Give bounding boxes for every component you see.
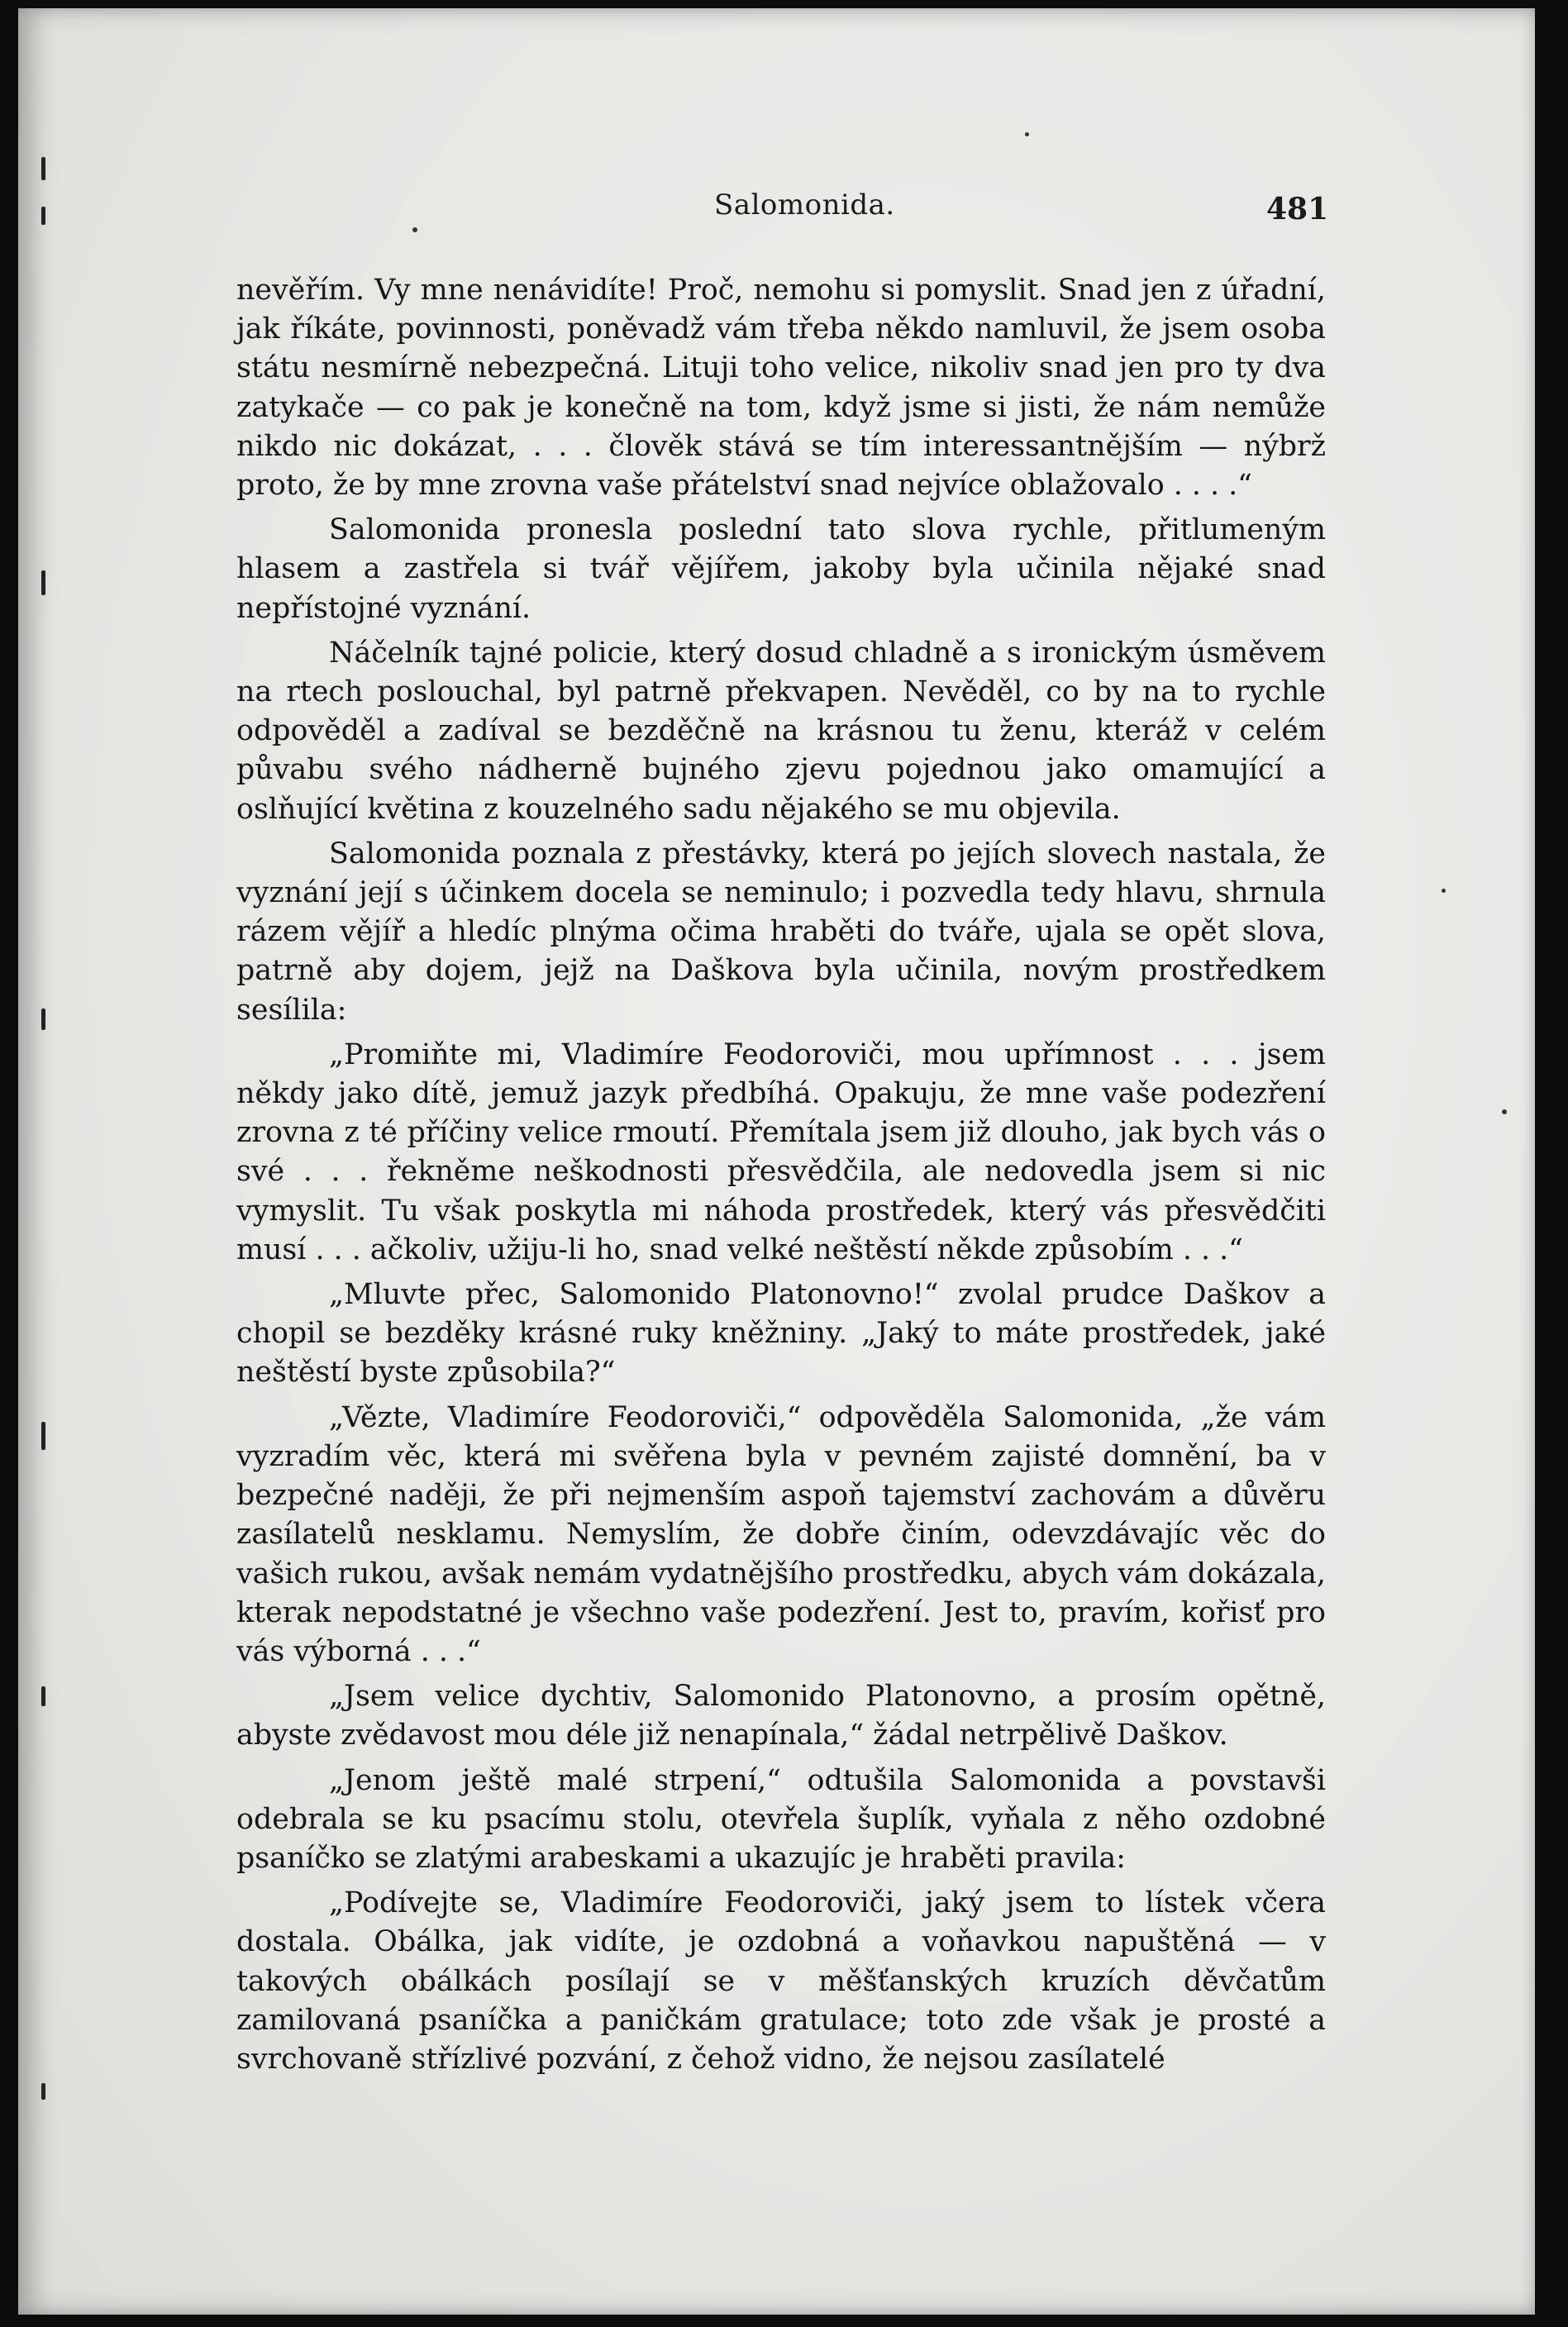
dust-speck: [1025, 132, 1029, 136]
paragraph: nevěřím. Vy mne nenávidíte! Proč, nemohu si pomyslit. Snad jen z úřadní, jak říkáte, povinnosti, poněvadž vám třeba někdo namluvil, že jsem osoba státu nesmírně nebezpečná. Lituji toho velice, nikoliv snad jen pro ty dva zatykače — co pak je konečně na tom, když jsme si jisti, že nám nemůže nikdo nic dokázat, . . . člověk stává se tím interessantnějším — nýbrž proto, že by mne zrovna vaše přátelství snad nejvíce oblažovalo . . . .“: [236, 274, 1326, 503]
body-text: [236, 271, 1326, 2085]
dust-speck: [1502, 1109, 1507, 1114]
paragraph: Náčelník tajné policie, který dosud chladně a s ironickým úsměvem na rtech poslouchal, byl patrně překvapen. Nevěděl, co by na to rychle odpověděl a zadíval se bezděčně na krásnou tu ženu, kteráž v celém půvabu svého nádherně bujného zjevu pojednou jako omamující a oslňující květina z kouzelného sadu nějakého se mu objevila.: [236, 636, 1326, 826]
paragraph: „Jsem velice dychtiv, Salomonido Platonovno, a prosím opětně, abyste zvědavost mou déle již nenapínala,“ žádal netrpělivě Daškov.: [236, 1680, 1326, 1752]
paragraph: „Promiňte mi, Vladimíre Feodoroviči, mou upřímnost . . . jsem někdy jako dítě, jemuž jazyk předbíhá. Opakuju, že mne vaše podezření zrovna z té příčiny velice rmoutí. Přemítala jsem již dlouho, jak bych vás o své . . . řekněme neškodnosti přesvědčila, ale nedovedla jsem si nic vymyslit. Tu však poskytla mi náhoda prostředek, který vás přesvědčiti musí . . . ačkoliv, užiju-li ho, snad velké neštěstí někde způsobím . . .“: [236, 1037, 1326, 1266]
book-page: [18, 8, 1535, 2315]
page-number: 481: [1266, 192, 1329, 227]
binding-marks: [41, 132, 48, 2116]
paragraph: Salomonida poznala z přestávky, která po jejích slovech nastala, že vyznání její s účinkem docela se neminulo; i pozvedla tedy hlavu, shrnula rázem vějíř a hledíc plnýma očima hraběti do tváře, ujala se opět slova, patrně aby dojem, jejž na Daškova byla učinila, novým prostředkem sesílila:: [236, 837, 1326, 1027]
dust-speck: [1442, 889, 1446, 893]
paragraph: „Mluvte přec, Salomonido Platonovno!“ zvolal prudce Daškov a chopil se bezděky krásné ruky kněžniny. „Jaký to máte prostředek, jaké neštěstí byste způsobila?“: [236, 1278, 1326, 1390]
paragraph: Salomonida pronesla poslední tato slova rychle, přitlumeným hlasem a zastřela si tvář vějířem, jakoby byla učinila nějaké snad nepřístojné vyznání.: [236, 513, 1326, 625]
page-title: Salomonida.: [714, 188, 895, 222]
paragraph: „Jenom ještě malé strpení,“ odtušila Salomonida a povstavši odebrala se ku psacímu stolu, otevřela šuplík, vyňala z něho ozdobné psaníčko se zlatými arabeskami a ukazujíc je hraběti pravila:: [236, 1763, 1326, 1875]
running-head: [18, 188, 1535, 238]
paragraph: „Podívejte se, Vladimíre Feodoroviči, jaký jsem to lístek včera dostala. Obálka, jak vidíte, je ozdobná a voňavkou napuštěná — v takových obálkách posílají se v měšťanských kruzích děvčatům zamilovaná psaníčka a paničkám gratulace; toto zde však je prosté a svrchovaně střízlivé pozvání, z čehož vidno, že nejsou zasílatelé: [236, 1886, 1326, 2076]
paragraph: „Vězte, Vladimíre Feodoroviči,“ odpověděla Salomonida, „že vám vyzradím věc, která mi svěřena byla v pevném zajisté domnění, ba v bezpečné naději, že při nejmenším aspoň tajemství zachovám a důvěru zasílatelů nesklamu. Nemyslím, že dobře činím, odevzdávajíc věc do vašich rukou, avšak nemám vydatnějšího prostředku, abych vám dokázala, kterak nepodstatné je všechno vaše podezření. Jest to, pravím, kořisť pro vás výborná . . .“: [236, 1400, 1326, 1668]
